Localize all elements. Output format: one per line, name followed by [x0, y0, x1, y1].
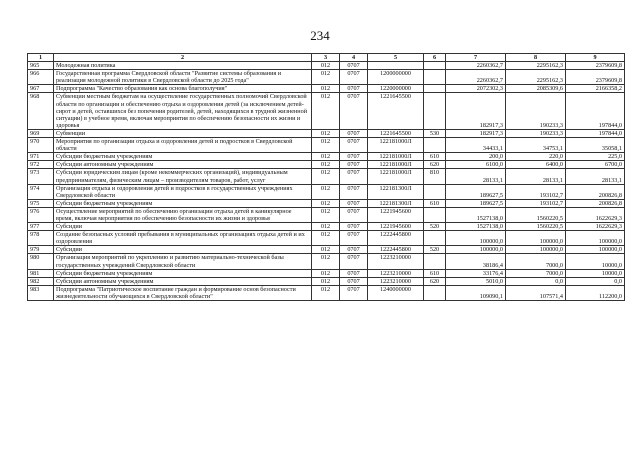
target-article-cell: 122181000Л	[368, 161, 424, 169]
section-code-cell: 0707	[340, 277, 368, 285]
row-number-cell: 970	[28, 138, 54, 153]
amount-cell: 2379609,8	[566, 70, 625, 85]
amount-cell: 190233,3	[506, 93, 566, 129]
ministry-code-cell: 012	[312, 207, 340, 222]
ministry-code-cell: 012	[312, 246, 340, 254]
target-article-cell: 122181000Л	[368, 169, 424, 184]
ministry-code-cell: 012	[312, 199, 340, 207]
table-row	[28, 138, 625, 153]
section-code-cell: 0707	[340, 129, 368, 137]
ministry-code-cell: 012	[312, 231, 340, 246]
table-row	[28, 70, 625, 85]
column-header: 3	[312, 54, 340, 62]
expense-type-cell	[424, 207, 446, 222]
row-number-cell: 980	[28, 254, 54, 269]
table-row	[28, 207, 625, 222]
row-number-cell: 971	[28, 153, 54, 161]
expense-type-cell	[424, 70, 446, 85]
section-code-cell: 0707	[340, 246, 368, 254]
section-code-cell: 0707	[340, 93, 368, 129]
table-row	[28, 161, 625, 169]
section-code-cell: 0707	[340, 169, 368, 184]
amount-cell: 200826,8	[566, 199, 625, 207]
row-number-cell: 969	[28, 129, 54, 137]
table-header-row	[28, 54, 625, 62]
section-code-cell: 0707	[340, 207, 368, 222]
section-code-cell: 0707	[340, 223, 368, 231]
table-row	[28, 254, 625, 269]
ministry-code-cell: 012	[312, 70, 340, 85]
ministry-code-cell: 012	[312, 223, 340, 231]
column-header: 5	[368, 54, 424, 62]
target-article-cell: 1221945600	[368, 207, 424, 222]
target-article-cell: 1220000000	[368, 85, 424, 93]
item-name-cell: Субсидии	[54, 246, 312, 254]
amount-cell: 0,0	[566, 277, 625, 285]
column-header: 2	[54, 54, 312, 62]
amount-cell: 10000,0	[566, 254, 625, 269]
row-number-cell: 982	[28, 277, 54, 285]
amount-cell: 1622629,3	[566, 207, 625, 222]
ministry-code-cell: 012	[312, 138, 340, 153]
amount-cell: 34433,1	[446, 138, 506, 153]
item-name-cell: Молодежная политика	[54, 62, 312, 70]
ministry-code-cell: 012	[312, 184, 340, 199]
expense-type-cell: 610	[424, 153, 446, 161]
column-header: 9	[566, 54, 625, 62]
amount-cell: 197844,0	[566, 93, 625, 129]
expense-type-cell	[424, 138, 446, 153]
table-row	[28, 169, 625, 184]
section-code-cell: 0707	[340, 153, 368, 161]
item-name-cell: Субсидии	[54, 223, 312, 231]
row-number-cell: 965	[28, 62, 54, 70]
row-number-cell: 974	[28, 184, 54, 199]
amount-cell: 200826,8	[566, 184, 625, 199]
item-name-cell: Государственная программа Свердловской области "Развитие системы образования и реализация молодежной политики в Свердловской области до 2025 года"	[54, 70, 312, 85]
section-code-cell: 0707	[340, 199, 368, 207]
amount-cell: 197844,0	[566, 129, 625, 137]
amount-cell: 7000,0	[506, 269, 566, 277]
amount-cell: 225,0	[566, 153, 625, 161]
row-number-cell: 966	[28, 70, 54, 85]
expense-type-cell: 810	[424, 169, 446, 184]
target-article-cell: 1240000000	[368, 285, 424, 300]
amount-cell: 182917,3	[446, 129, 506, 137]
column-header: 7	[446, 54, 506, 62]
item-name-cell: Субвенции	[54, 129, 312, 137]
amount-cell: 100000,0	[566, 231, 625, 246]
expense-type-cell	[424, 184, 446, 199]
row-number-cell: 976	[28, 207, 54, 222]
amount-cell: 2379609,8	[566, 62, 625, 70]
section-code-cell: 0707	[340, 70, 368, 85]
table-row	[28, 285, 625, 300]
table-row	[28, 223, 625, 231]
target-article-cell: 122181300Л	[368, 184, 424, 199]
target-article-cell: 1223210000	[368, 277, 424, 285]
amount-cell: 1560220,5	[506, 223, 566, 231]
amount-cell: 38186,4	[446, 254, 506, 269]
item-name-cell: Осуществление мероприятий по обеспечению организации отдыха детей в каникулярное время, включая мероприятия по обеспечению безопасности их жизни и здоровья	[54, 207, 312, 222]
section-code-cell: 0707	[340, 285, 368, 300]
amount-cell: 220,0	[506, 153, 566, 161]
section-code-cell: 0707	[340, 138, 368, 153]
item-name-cell: Субсидии бюджетным учреждениям	[54, 199, 312, 207]
amount-cell: 100000,0	[506, 246, 566, 254]
target-article-cell: 1223210000	[368, 254, 424, 269]
amount-cell: 193102,7	[506, 199, 566, 207]
item-name-cell: Организация мероприятий по укреплению и развитию материально-технической базы государственных учреждений Свердловской области	[54, 254, 312, 269]
expense-type-cell	[424, 85, 446, 93]
ministry-code-cell: 012	[312, 277, 340, 285]
amount-cell: 112200,0	[566, 285, 625, 300]
amount-cell: 34753,1	[506, 138, 566, 153]
amount-cell: 2295162,3	[506, 62, 566, 70]
amount-cell: 6400,0	[506, 161, 566, 169]
item-name-cell: Подпрограмма "Патриотическое воспитание граждан и формирование основ безопасности жизнедеятельности обучающихся в Свердловской области"	[54, 285, 312, 300]
row-number-cell: 983	[28, 285, 54, 300]
target-article-cell: 1222445800	[368, 246, 424, 254]
target-article-cell: 122181000Л	[368, 153, 424, 161]
row-number-cell: 975	[28, 199, 54, 207]
item-name-cell: Создание безопасных условий пребывания в муниципальных организациях отдыха детей и их оздоровления	[54, 231, 312, 246]
item-name-cell: Субсидии бюджетным учреждениям	[54, 269, 312, 277]
item-name-cell: Субсидии бюджетным учреждениям	[54, 153, 312, 161]
expense-type-cell: 620	[424, 277, 446, 285]
budget-table	[27, 53, 625, 301]
section-code-cell: 0707	[340, 161, 368, 169]
amount-cell: 2085309,6	[506, 85, 566, 93]
table-row	[28, 199, 625, 207]
section-code-cell: 0707	[340, 231, 368, 246]
amount-cell: 35058,1	[566, 138, 625, 153]
expense-type-cell: 520	[424, 246, 446, 254]
amount-cell: 189627,5	[446, 199, 506, 207]
amount-cell: 100000,0	[446, 246, 506, 254]
amount-cell: 1560220,5	[506, 207, 566, 222]
expense-type-cell: 610	[424, 199, 446, 207]
amount-cell: 1527138,0	[446, 223, 506, 231]
row-number-cell: 977	[28, 223, 54, 231]
column-header: 1	[28, 54, 54, 62]
column-header: 6	[424, 54, 446, 62]
ministry-code-cell: 012	[312, 285, 340, 300]
amount-cell: 189627,5	[446, 184, 506, 199]
table-row	[28, 153, 625, 161]
expense-type-cell: 610	[424, 269, 446, 277]
expense-type-cell: 520	[424, 223, 446, 231]
table-row	[28, 184, 625, 199]
amount-cell: 1527138,0	[446, 207, 506, 222]
amount-cell: 1622629,3	[566, 223, 625, 231]
target-article-cell: 122181000Л	[368, 138, 424, 153]
amount-cell: 2295162,3	[506, 70, 566, 85]
item-name-cell: Мероприятия по организации отдыха и оздоровления детей и подростков в Свердловской области	[54, 138, 312, 153]
target-article-cell: 122181300Л	[368, 199, 424, 207]
amount-cell: 182917,3	[446, 93, 506, 129]
ministry-code-cell: 012	[312, 254, 340, 269]
item-name-cell: Субсидии юридическим лицам (кроме некоммерческих организаций), индивидуальным предпринимателям, физическим лицам – производителям товаров, работ, услуг	[54, 169, 312, 184]
table-row	[28, 93, 625, 129]
amount-cell: 0,0	[506, 277, 566, 285]
amount-cell: 7000,0	[506, 254, 566, 269]
table-row	[28, 277, 625, 285]
section-code-cell: 0707	[340, 85, 368, 93]
section-code-cell: 0707	[340, 62, 368, 70]
expense-type-cell	[424, 285, 446, 300]
row-number-cell: 968	[28, 93, 54, 129]
ministry-code-cell: 012	[312, 85, 340, 93]
amount-cell: 107571,4	[506, 285, 566, 300]
ministry-code-cell: 012	[312, 153, 340, 161]
amount-cell: 2072302,3	[446, 85, 506, 93]
expense-type-cell: 530	[424, 129, 446, 137]
section-code-cell: 0707	[340, 269, 368, 277]
expense-type-cell	[424, 254, 446, 269]
table-row	[28, 231, 625, 246]
expense-type-cell: 620	[424, 161, 446, 169]
ministry-code-cell: 012	[312, 62, 340, 70]
target-article-cell: 1221645500	[368, 93, 424, 129]
column-header: 8	[506, 54, 566, 62]
ministry-code-cell: 012	[312, 93, 340, 129]
amount-cell: 28133,1	[566, 169, 625, 184]
amount-cell: 100000,0	[566, 246, 625, 254]
expense-type-cell	[424, 62, 446, 70]
section-code-cell: 0707	[340, 184, 368, 199]
item-name-cell: Субсидии автономным учреждениям	[54, 161, 312, 169]
ministry-code-cell: 012	[312, 129, 340, 137]
row-number-cell: 972	[28, 161, 54, 169]
target-article-cell: 1223210000	[368, 269, 424, 277]
row-number-cell: 978	[28, 231, 54, 246]
amount-cell: 6700,0	[566, 161, 625, 169]
amount-cell: 2260362,7	[446, 70, 506, 85]
amount-cell: 2166358,2	[566, 85, 625, 93]
section-code-cell: 0707	[340, 254, 368, 269]
amount-cell: 5010,0	[446, 277, 506, 285]
page-number: 234	[310, 28, 330, 43]
column-header: 4	[340, 54, 368, 62]
expense-type-cell	[424, 231, 446, 246]
table-row	[28, 269, 625, 277]
target-article-cell: 1221945600	[368, 223, 424, 231]
expense-type-cell	[424, 93, 446, 129]
item-name-cell: Субвенции местным бюджетам на осуществление государственных полномочий Свердловской области по организации и обеспечению отдыха и оздоровления детей (за исключением детей-сирот и детей, оставшихся без попечения родителей, детей, находящихся в трудной жизненной ситуации) в учебное время, включая мероприятия по обеспечению безопасности их жизни и здоровья	[54, 93, 312, 129]
amount-cell: 28133,1	[506, 169, 566, 184]
ministry-code-cell: 012	[312, 169, 340, 184]
target-article-cell: 1222445800	[368, 231, 424, 246]
table-row	[28, 246, 625, 254]
table-row	[28, 62, 625, 70]
amount-cell: 100000,0	[506, 231, 566, 246]
row-number-cell: 981	[28, 269, 54, 277]
amount-cell: 109090,1	[446, 285, 506, 300]
amount-cell: 33176,4	[446, 269, 506, 277]
item-name-cell: Субсидии автономным учреждениям	[54, 277, 312, 285]
target-article-cell: 1221645500	[368, 129, 424, 137]
amount-cell: 100000,0	[446, 231, 506, 246]
amount-cell: 28133,1	[446, 169, 506, 184]
table-row	[28, 129, 625, 137]
amount-cell: 190233,3	[506, 129, 566, 137]
target-article-cell	[368, 62, 424, 70]
amount-cell: 6100,0	[446, 161, 506, 169]
amount-cell: 2260362,7	[446, 62, 506, 70]
amount-cell: 10000,0	[566, 269, 625, 277]
table-row	[28, 85, 625, 93]
amount-cell: 193102,7	[506, 184, 566, 199]
item-name-cell: Подпрограмма "Качество образования как основа благополучия"	[54, 85, 312, 93]
ministry-code-cell: 012	[312, 269, 340, 277]
ministry-code-cell: 012	[312, 161, 340, 169]
amount-cell: 200,0	[446, 153, 506, 161]
row-number-cell: 973	[28, 169, 54, 184]
row-number-cell: 967	[28, 85, 54, 93]
target-article-cell: 1200000000	[368, 70, 424, 85]
row-number-cell: 979	[28, 246, 54, 254]
item-name-cell: Организация отдыха и оздоровления детей и подростков в государственных учреждениях Свердловской области	[54, 184, 312, 199]
